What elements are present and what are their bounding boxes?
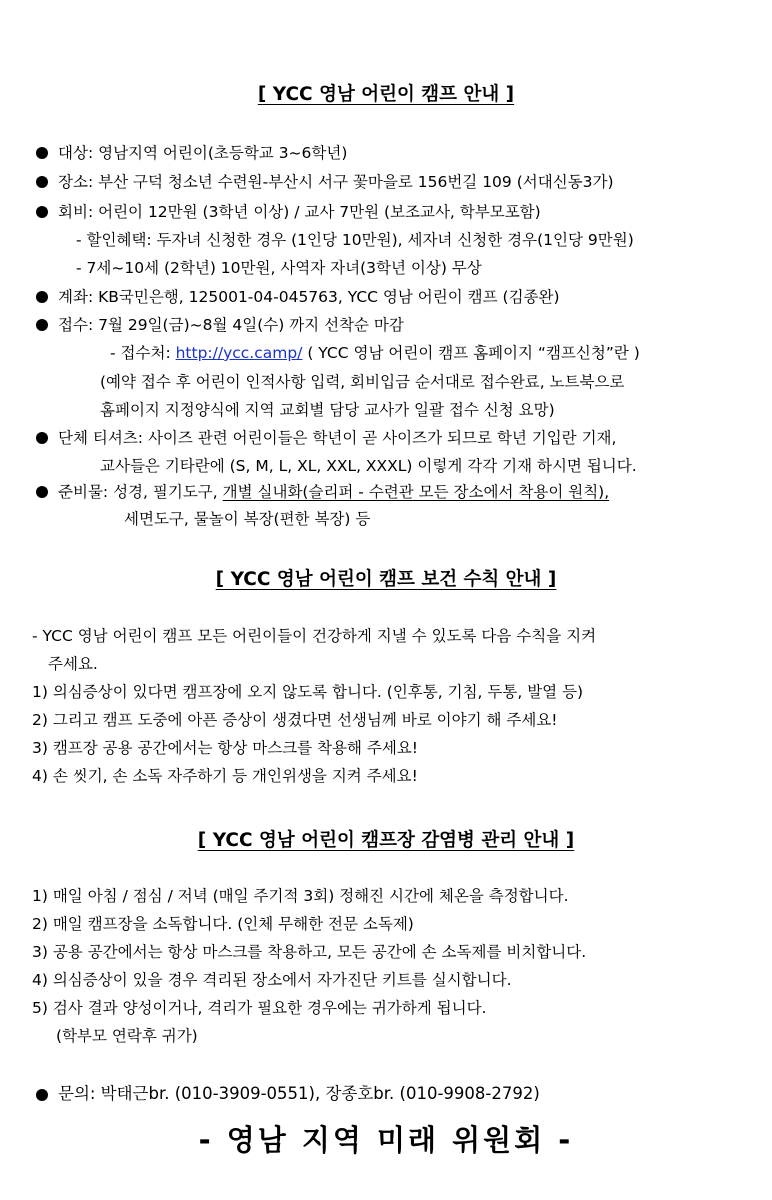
- infection-item: 5) 검사 결과 양성이거나, 격리가 필요한 경우에는 귀가하게 됩니다.: [32, 999, 487, 1017]
- account-line: 계좌: KB국민은행, 125001-04-045763, YCC 영남 어린이 캠프 (김종완): [58, 288, 560, 306]
- bullet-icon: [36, 147, 48, 159]
- infection-item: 1) 매일 아침 / 점심 / 저녁 (매일 주기적 3회) 정해진 시간에 체온을 측정합니다.: [32, 887, 569, 905]
- age-discount-line: - 7세~10세 (2학년) 10만원, 사역자 자녀(3학년 이상) 무상: [76, 259, 482, 277]
- bullet-icon: [36, 432, 48, 444]
- prep-line-1: 준비물: 성경, 필기도구, 개별 실내화(슬리퍼 - 수련관 모든 장소에서 착용이 원칙),: [58, 483, 610, 501]
- health-rule: 2) 그리고 캠프 도중에 아픈 증상이 생겼다면 선생님께 바로 이야기 해 주세요!: [32, 711, 558, 729]
- discount-line: - 할인혜택: 두자녀 신청한 경우 (1인당 10만원), 세자녀 신청한 경우(1인당 9만원): [76, 231, 634, 249]
- bullet-icon: [36, 291, 48, 303]
- target-line: 대상: 영남지역 어린이(초등학교 3~6학년): [58, 144, 348, 162]
- reception-place-line: - 접수처: http://ycc.camp/ ( YCC 영남 어린이 캠프 홈페이지 “캠프신청”란 ): [110, 344, 640, 362]
- bullet-icon: [36, 486, 48, 498]
- prep-line-2: 세면도구, 물놀이 복장(편한 복장) 등: [124, 510, 371, 528]
- reception-note-2: 홈페이지 지정양식에 지역 교회별 담당 교사가 일괄 접수 신청 요망): [100, 401, 555, 419]
- reception-note-1: (예약 접수 후 어린이 인적사항 입력, 회비입금 순서대로 접수완료, 노트북으로: [100, 373, 625, 391]
- infection-item: 2) 매일 캠프장을 소독합니다. (인체 무해한 전문 소독제): [32, 915, 414, 933]
- committee-signature: - 영남 지역 미래 위원회 -: [198, 1123, 574, 1157]
- infection-control-title: [ YCC 영남 어린이 캠프장 감염병 관리 안내 ]: [197, 830, 575, 851]
- health-rule: 3) 캠프장 공용 공간에서는 항상 마스크를 착용해 주세요!: [32, 739, 419, 757]
- camp-homepage-link[interactable]: http://ycc.camp/: [175, 344, 303, 362]
- infection-item: 3) 공용 공간에서는 항상 마스크를 착용하고, 모든 공간에 손 소독제를 비치합니다.: [32, 943, 587, 961]
- place-line: 장소: 부산 구덕 청소년 수련원-부산시 서구 꽃마을로 156번길 109 (서대신동3가): [58, 173, 614, 191]
- contact-line: 문의: 박태근br. (010-3909-0551), 장종호br. (010-9908-2792): [58, 1084, 540, 1103]
- infection-item-note: (학부모 연락후 귀가): [56, 1027, 198, 1045]
- health-rule: 4) 손 씻기, 손 소독 자주하기 등 개인위생을 지켜 주세요!: [32, 767, 418, 785]
- bullet-icon: [36, 176, 48, 188]
- bullet-icon: [36, 319, 48, 331]
- health-intro-2: 주세요.: [48, 655, 98, 673]
- fee-line: 회비: 어린이 12만원 (3학년 이상) / 교사 7만원 (보조교사, 학부모포함): [58, 203, 541, 221]
- bullet-icon: [36, 206, 48, 218]
- health-intro-1: - YCC 영남 어린이 캠프 모든 어린이들이 건강하게 지낼 수 있도록 다음 수칙을 지켜: [32, 627, 597, 645]
- reception-line: 접수: 7월 29일(금)~8월 4일(수) 까지 선착순 마감: [58, 316, 404, 334]
- bullet-icon: [36, 1089, 48, 1101]
- infection-item: 4) 의심증상이 있을 경우 격리된 장소에서 자가진단 키트를 실시합니다.: [32, 971, 512, 989]
- camp-info-title: [ YCC 영남 어린이 캠프 안내 ]: [257, 84, 515, 105]
- health-rules-title: [ YCC 영남 어린이 캠프 보건 수칙 안내 ]: [215, 569, 557, 590]
- tshirt-line-1: 단체 티셔츠: 사이즈 관련 어린이들은 학년이 곧 사이즈가 되므로 학년 기입란 기재,: [58, 429, 617, 447]
- health-rule: 1) 의심증상이 있다면 캠프장에 오지 않도록 합니다. (인후통, 기침, 두통, 발열 등): [32, 683, 584, 701]
- tshirt-line-2: 교사들은 기타란에 (S, M, L, XL, XXL, XXXL) 이렇게 각각 기재 하시면 됩니다.: [100, 457, 637, 475]
- slippers-note: 개별 실내화(슬리퍼 - 수련관 모든 장소에서 착용이 원칙),: [222, 483, 610, 501]
